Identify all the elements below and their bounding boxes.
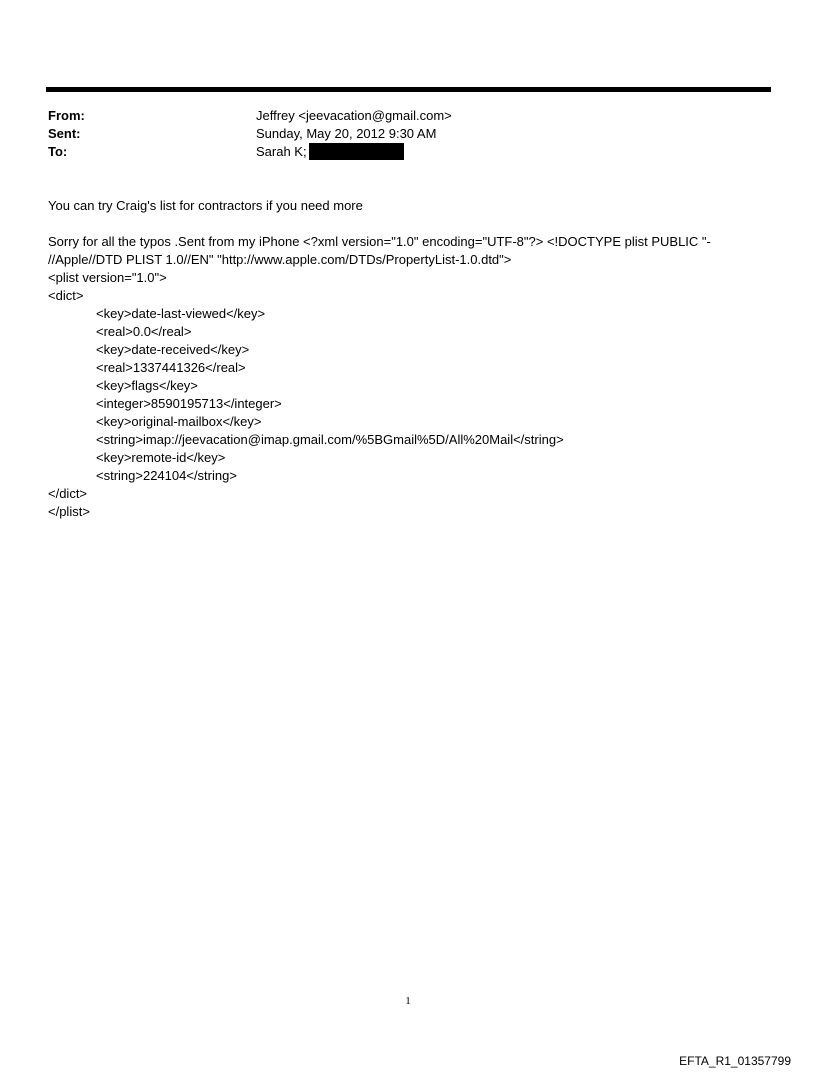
sent-label: Sent: [48,126,81,141]
to-value: Sarah K; [256,144,307,159]
plist-line: <integer>8590195713</integer> [96,396,282,411]
plist-line: <string>224104</string> [96,468,237,483]
plist-line: <key>date-received</key> [96,342,250,357]
dict-open: <dict> [48,288,84,303]
plist-line: <key>flags</key> [96,378,198,393]
body-line-contractors: You can try Craig's list for contractors if you need more [48,198,363,213]
plist-close: </plist> [48,504,90,519]
email-body [48,197,738,521]
to-value-wrap [256,143,404,161]
document-id: EFTA_R1_01357799 [679,1054,791,1068]
plist-line: <key>date-last-viewed</key> [96,306,266,321]
from-value: Jeffrey <jeevacation@gmail.com> [256,108,452,123]
page-number: 1 [405,995,411,1007]
redaction-block [309,143,404,160]
sent-value: Sunday, May 20, 2012 9:30 AM [256,126,437,141]
plist-line: <key>original-mailbox</key> [96,414,262,429]
plist-line: <key>remote-id</key> [96,450,226,465]
dict-close: </dict> [48,486,88,501]
paragraph-gap [48,215,738,233]
body-line-typos: Sorry for all the typos .Sent from my iPhone <?xml version="1.0" encoding="UTF-8"?> <!DOCTYPE plist PUBLIC "- [48,234,711,249]
to-label: To: [48,144,68,159]
plist-line: <string>imap://jeevacation@imap.gmail.com/%5BGmail%5D/All%20Mail</string> [96,432,564,447]
plist-open: <plist version="1.0"> [48,270,167,285]
header-rule [46,87,771,92]
body-line-doctype: //Apple//DTD PLIST 1.0//EN" "http://www.apple.com/DTDs/PropertyList-1.0.dtd"> [48,252,512,267]
from-label: From: [48,108,85,123]
plist-line: <real>0.0</real> [96,324,192,339]
plist-line: <real>1337441326</real> [96,360,246,375]
